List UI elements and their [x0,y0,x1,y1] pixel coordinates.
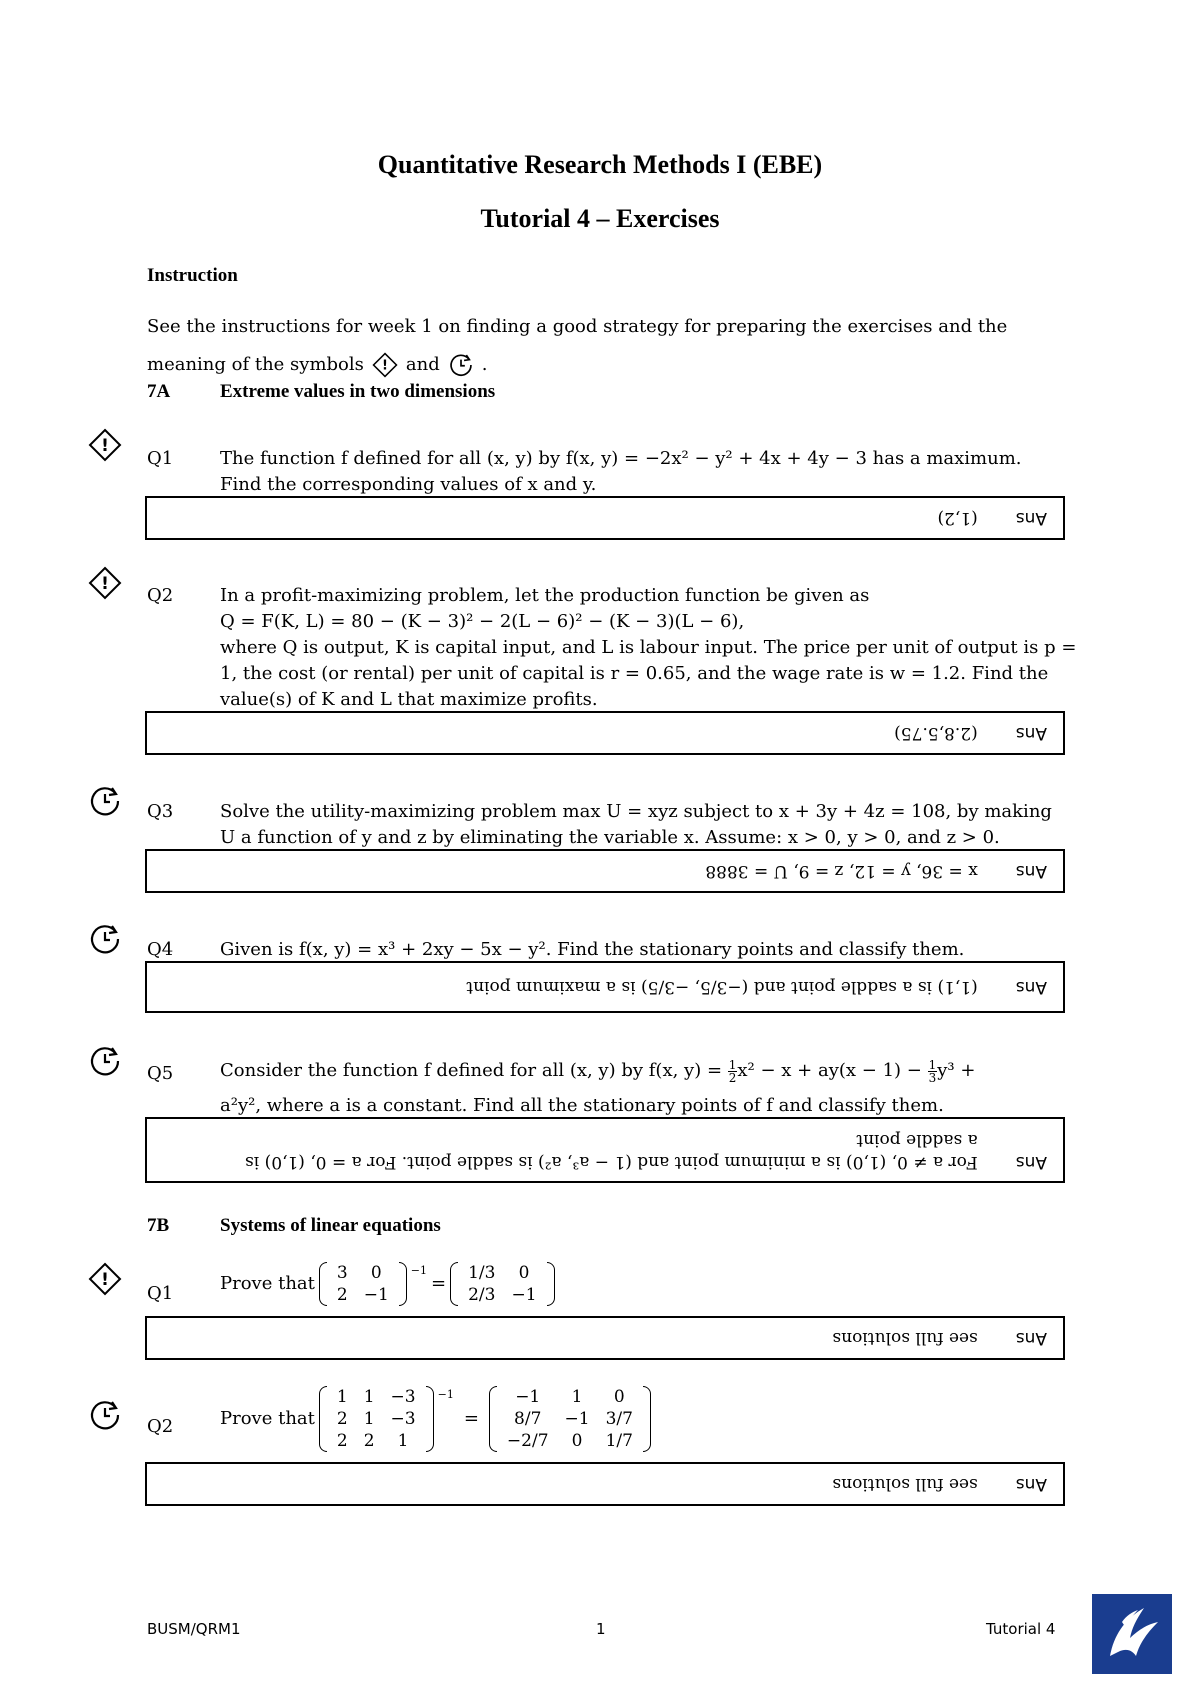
question-text: Prove that 1 1 −3 2 1 −3 2 2 1 $^{-1}$ = −1 1 0 8/7 −1 3/7 −2/7 0 1/7 [220,1386,651,1452]
matrix-cell: 1 [397,1431,409,1451]
section-7a-title: Extreme values in two dimensions [220,381,496,402]
footer-page-number: 1 [596,1620,606,1638]
answer-value: a saddle point [856,1130,978,1150]
answer-box [145,1117,1065,1183]
question-text: The function f defined for all (x, y) by f(x, y) = −2x² − y² + 4x + 4y − 3 has a maximum. [220,448,1022,469]
matrix-cell: 0 [571,1431,583,1451]
matrix-cell: −2/7 [506,1431,549,1451]
clock-repeat-icon [88,784,122,818]
page-subtitle: Tutorial 4 – Exercises [480,204,720,233]
matrix [319,1262,407,1306]
question-text: Given is f(x, y) = x³ + 2xy − 5x − y². Find the stationary points and classify them. [220,939,965,960]
clock-repeat-icon [88,922,122,956]
answer-label: Ans [1015,723,1047,743]
matrix-cell: 2 [336,1409,348,1429]
question-label: Q5 [147,1063,174,1084]
matrix-cell: 3/7 [605,1409,633,1429]
answer-label: Ans [1015,977,1047,997]
answer-value: For a ≠ 0, (1,0) is a minimum point and (1 − a³, a²) is saddle point. For a = 0, (1,0) is [245,1152,978,1172]
warning-diamond-icon [372,352,398,378]
question-text: In a profit-maximizing problem, let the production function be given as [220,585,870,606]
question-label: Q1 [147,1283,174,1304]
question-text: Prove that 3 0 2 −1 $^{-1}$ = 1/3 0 2/3 −1 [220,1262,555,1306]
matrix-cell: 0 [370,1263,382,1283]
fraction: $\frac{1}{3}$ [928,1057,937,1085]
university-logo [1092,1594,1172,1674]
answer-box [145,961,1065,1013]
matrix-cell: −1 [511,1285,537,1305]
matrix [489,1386,651,1452]
question-text: 1, the cost (or rental) per unit of capital is r = 0.65, and the wage rate is w = 1.2. Find the [220,663,1049,684]
answer-box [145,711,1065,755]
question-text: value(s) of K and L that maximize profits. [220,689,598,710]
svg-text:!: ! [101,1270,109,1290]
question-label: Q3 [147,801,174,822]
matrix-cell: 1 [363,1387,375,1407]
matrix-cell: 1/3 [468,1263,496,1283]
answer-box [145,1462,1065,1506]
question-text: Solve the utility-maximizing problem max U = xyz subject to x + 3y + 4z = 108, by making [220,801,1052,822]
svg-text:!: ! [101,574,109,594]
question-text: where Q is output, K is capital input, and L is labour input. The price per unit of output is p = [220,637,1077,658]
answer-label: Ans [1015,1328,1047,1348]
instruction-line-2: meaning of the symbols ! and . [147,352,487,378]
matrix-cell: 0 [613,1387,625,1407]
answer-box [145,496,1065,540]
matrix-cell: 1/7 [605,1431,633,1451]
matrix-cell: 0 [518,1263,530,1283]
answer-box [145,1316,1065,1360]
matrix-cell: 2/3 [468,1285,496,1305]
matrix-cell: 1 [571,1387,583,1407]
footer-course: BUSM/QRM1 [147,1620,241,1638]
matrix-cell: −3 [390,1387,416,1407]
footer-tutorial: Tutorial 4 [986,1620,1056,1638]
answer-label: Ans [1015,1152,1047,1172]
svg-text:!: ! [381,358,388,374]
matrix-cell: 8/7 [514,1409,542,1429]
warning-diamond-icon [88,566,122,600]
instruction-line-1: See the instructions for week 1 on finding a good strategy for preparing the exercises and the [147,316,1008,337]
section-7b-title: Systems of linear equations [220,1215,441,1236]
matrix-cell: 1 [363,1409,375,1429]
section-7a-number: 7A [147,381,171,402]
answer-value: (1,1) is a saddle point and (−3/5, −3/5) is a maximum point [466,977,978,997]
matrix-cell: 2 [363,1431,375,1451]
matrix-cell: −3 [390,1409,416,1429]
svg-text:!: ! [101,436,109,456]
matrix-cell: 3 [336,1263,348,1283]
answer-label: Ans [1015,1474,1047,1494]
matrix-cell: −1 [564,1409,590,1429]
matrix-cell: −1 [363,1285,389,1305]
question-text: U a function of y and z by eliminating the variable x. Assume: x > 0, y > 0, and z > 0. [220,827,1000,848]
answer-box [145,849,1065,893]
matrix-cell: 2 [336,1285,348,1305]
question-label: Q4 [147,939,174,960]
question-text: Find the corresponding values of x and y. [220,474,597,495]
question-text: Consider the function f defined for all (x, y) by f(x, y) = $\frac{1}{2}$ x² − x + ay(x − 1) − $\frac{1}{3}$ y³ + [220,1057,976,1085]
clock-repeat-icon [448,352,474,378]
page-title: Quantitative Research Methods I (EBE) [377,150,823,179]
matrix-cell: 2 [336,1431,348,1451]
answer-value: x = 36, y = 12, z = 9, U = 3888 [705,861,978,881]
clock-repeat-icon [88,1044,122,1078]
section-7b-number: 7B [147,1215,170,1236]
answer-label: Ans [1015,861,1047,881]
question-label: Q2 [147,585,174,606]
instruction-heading: Instruction [147,265,238,286]
question-text: a²y², where a is a constant. Find all the stationary points of f and classify them. [220,1095,944,1116]
matrix-cell: −1 [515,1387,541,1407]
warning-diamond-icon [88,1262,122,1296]
fraction: $\frac{1}{2}$ [728,1057,737,1085]
answer-value: (2.8,5.75) [894,723,978,743]
warning-diamond-icon [88,428,122,462]
question-label: Q1 [147,448,174,469]
answer-label: Ans [1015,508,1047,528]
answer-value: (1,2) [937,508,978,528]
matrix-cell: 1 [336,1387,348,1407]
clock-repeat-icon [88,1398,122,1432]
question-text: Q = F(K, L) = 80 − (K − 3)² − 2(L − 6)² − (K − 3)(L − 6), [220,611,745,632]
answer-value: see full solutions [832,1474,978,1494]
answer-value: see full solutions [832,1328,978,1348]
matrix [450,1262,554,1306]
question-label: Q2 [147,1416,174,1437]
matrix [319,1386,434,1452]
